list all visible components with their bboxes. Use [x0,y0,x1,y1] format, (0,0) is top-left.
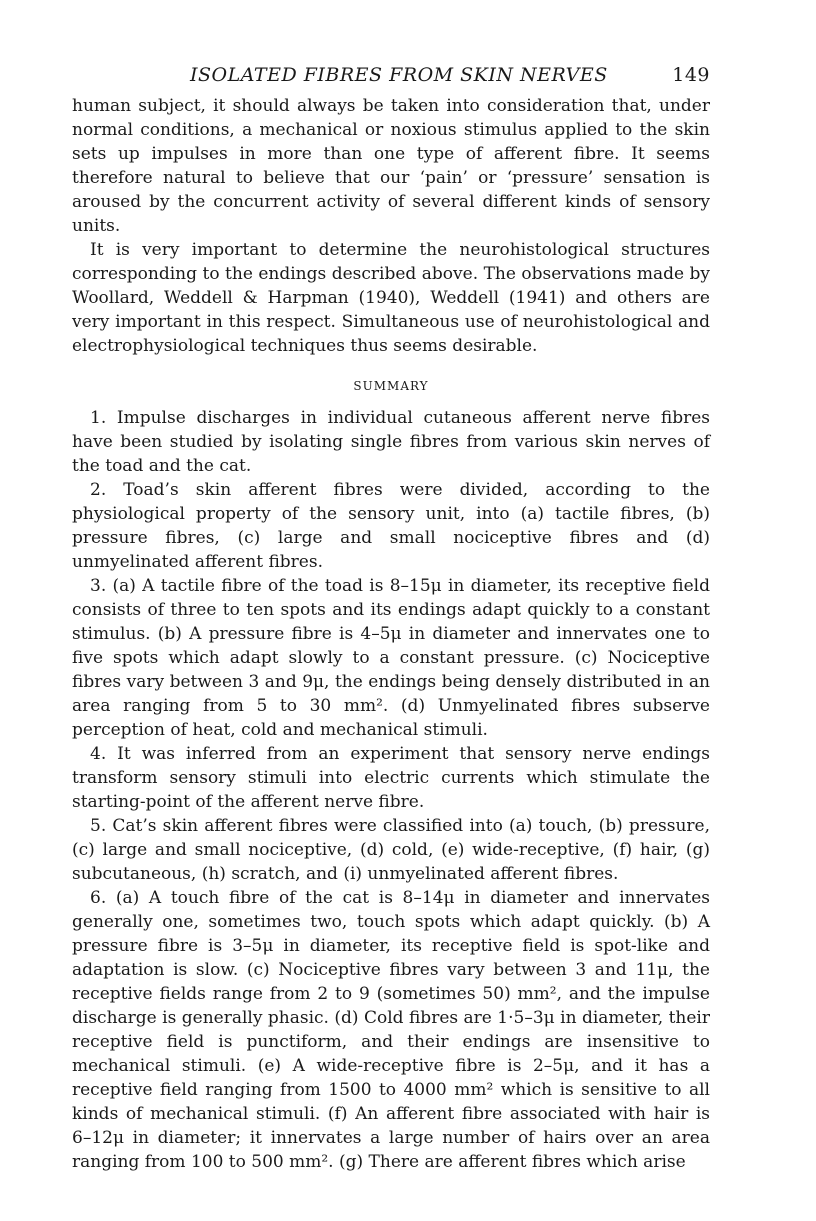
summary-item: 4. It was inferred from an experiment that sensory nerve endings transform sensory stimuli into electric currents which stimulate the starting-point of the afferent nerve fibre. [72,744,710,812]
page [72,62,710,1174]
section-heading: SUMMARY [353,379,429,393]
page-number: 149 [672,64,710,86]
summary-item: 6. (a) A touch fibre of the cat is 8–14μ in diameter and innervates generally one, sometimes two, touch spots which adapt quickly. (b) A pressure fibre is 3–5μ in diameter, its receptive field is spot-like and adaptation is slow. (c) Nociceptive fibres vary between 3 and 11μ, the receptive fields range from 2 to 9 (sometimes 50) mm², and the impulse discharge is generally phasic. (d) Cold fibres are 1·5–3μ in diameter, their receptive field is punctiform, and their endings are insensitive to mechanical stimuli. (e) A wide-receptive fibre is 2–5μ, and it has a receptive field ranging from 1500 to 4000 mm² which is sensitive to all kinds of mechanical stimuli. (f) An afferent fibre associated with hair is 6–12μ in diameter; it innervates a large number of hairs over an area ranging from 100 to 500 mm². (g) There are afferent fibres which arise [72,888,710,1172]
summary-item: 1. Impulse discharges in individual cutaneous afferent nerve fibres have been studied by isolating single fibres from various skin nerves of the toad and the cat. [72,408,710,476]
paragraph: It is very important to determine the neurohistological structures corresponding to the endings described above. The observations made by Woollard, Weddell & Harpman (1940), Weddell (1941) and others are very important in this respect. Simultaneous use of neurohistological and electrophysiological techniques thus seems desirable. [72,240,710,356]
summary-item: 3. (a) A tactile fibre of the toad is 8–15μ in diameter, its receptive field consists of three to ten spots and its endings adapt quickly to a constant stimulus. (b) A pressure fibre is 4–5μ in diameter and innervates one to five spots which adapt slowly to a constant pressure. (c) Nociceptive fibres vary between 3 and 9μ, the endings being densely distributed in an area ranging from 5 to 30 mm². (d) Unmyelinated fibres subserve perception of heat, cold and mechanical stimuli. [72,576,710,740]
running-header [72,62,710,94]
summary-item: 2. Toad’s skin afferent fibres were divided, according to the physiological property of the sensory unit, into (a) tactile fibres, (b) pressure fibres, (c) large and small nociceptive fibres and (d) unmyelinated afferent fibres. [72,480,710,572]
running-title: ISOLATED FIBRES FROM SKIN NERVES [190,64,608,86]
paragraph-continuation: human subject, it should always be taken into consideration that, under normal conditions, a mechanical or noxious stimulus applied to the skin sets up impulses in more than one type of afferent fibre. It seems therefore natural to believe that our ‘pain’ or ‘pressure’ sensation is aroused by the concurrent activity of several different kinds of sensory units. [72,96,710,236]
body-text [72,94,710,1174]
summary-item: 5. Cat’s skin afferent fibres were classified into (a) touch, (b) pressure, (c) large and small nociceptive, (d) cold, (e) wide-receptive, (f) hair, (g) subcutaneous, (h) scratch, and (i) unmyelinated afferent fibres. [72,816,710,884]
